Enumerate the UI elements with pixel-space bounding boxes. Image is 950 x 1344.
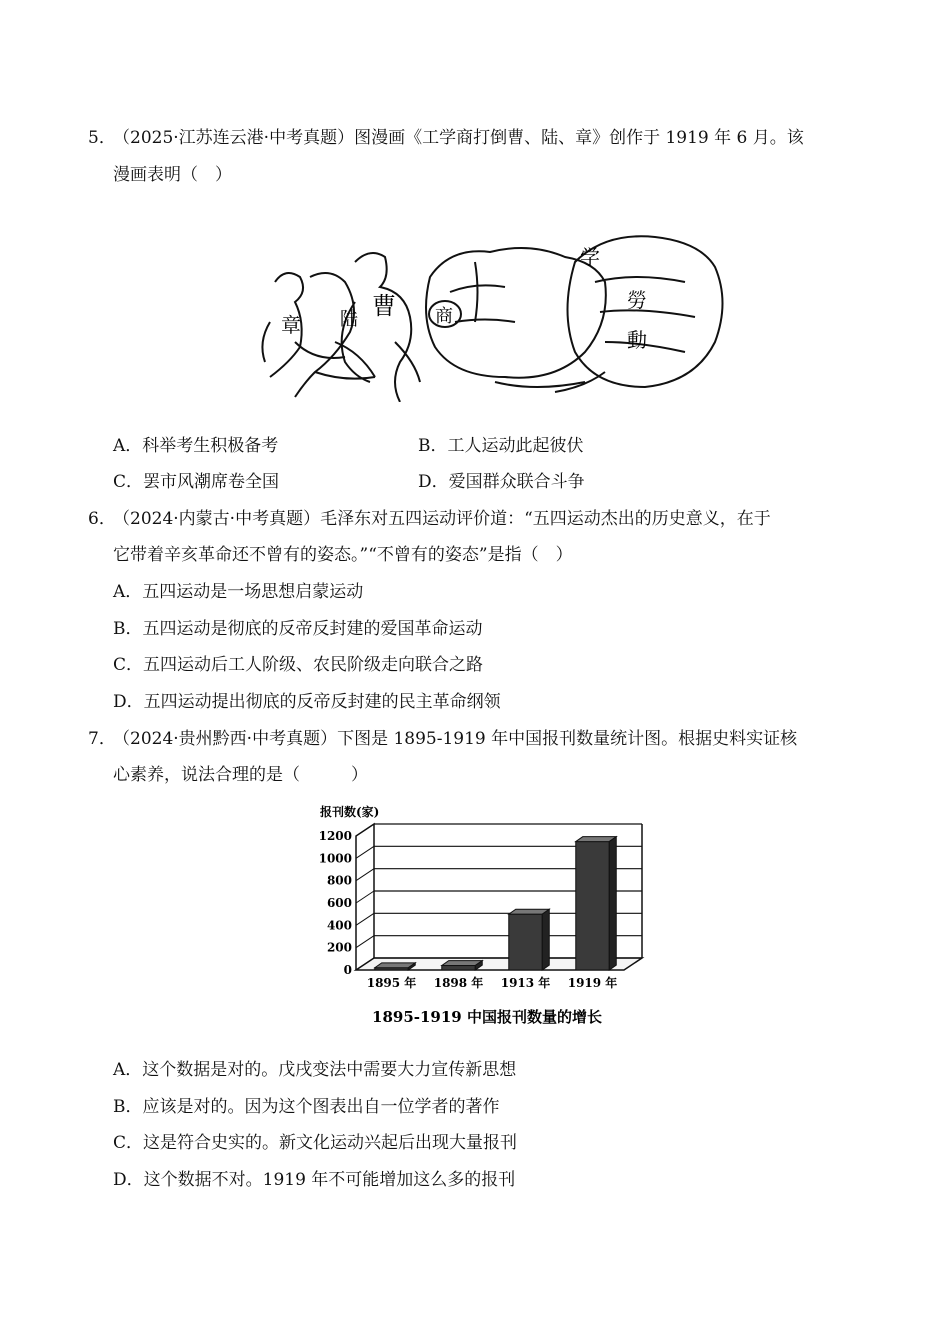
q7-option-b-key: B． bbox=[113, 1097, 143, 1117]
q7-option-d-key: D． bbox=[113, 1170, 144, 1190]
bar-3 bbox=[576, 842, 610, 970]
bar-2 bbox=[509, 914, 543, 970]
y-tick-label-800: 800 bbox=[326, 873, 352, 888]
x-tick-label-1: 1898 年 bbox=[433, 976, 484, 990]
q6-number: 6． bbox=[88, 509, 116, 529]
q7-stem-line2: 心素养，说法合理的是（ ） bbox=[113, 765, 368, 785]
q5-number: 5． bbox=[88, 128, 116, 148]
q6-stem-line1: （2024·内蒙古·中考真题）毛泽东对五四运动评价道：“五四运动杰出的历史意义，在于 bbox=[113, 509, 771, 529]
q7-option-d-text: 这个数据不对。1919 年不可能增加这么多的报刊 bbox=[143, 1170, 516, 1190]
label-gong: 勞 bbox=[627, 288, 647, 312]
label-cao: 曹 bbox=[372, 292, 396, 320]
x-tick-label-2: 1913 年 bbox=[500, 976, 551, 990]
arm-lines bbox=[495, 372, 605, 392]
q6-option-d-key: D． bbox=[113, 692, 144, 712]
chart-title: 1895-1919 中国报刊数量的增长 bbox=[372, 1008, 602, 1026]
q5-option-c-text: 罢市风潮席卷全国 bbox=[143, 472, 280, 492]
q5-option-c[interactable] bbox=[113, 470, 279, 494]
q7-option-c[interactable] bbox=[113, 1131, 517, 1155]
label-xue: 学 bbox=[580, 245, 600, 269]
x-tick-label-3: 1919 年 bbox=[567, 976, 618, 990]
q5-option-d-text: 爱国群众联合斗争 bbox=[448, 472, 585, 492]
bar-1 bbox=[442, 966, 476, 970]
q7-number: 7． bbox=[88, 729, 116, 749]
q6-option-b[interactable] bbox=[113, 617, 483, 641]
q5-stem-line1: （2025·江苏连云港·中考真题）图漫画《工学商打倒曹、陆、章》创作于 1919 年 6 月。该 bbox=[113, 128, 804, 148]
x-tick-label-0: 1895 年 bbox=[366, 976, 417, 990]
q5-stem-line2: 漫画表明（ ） bbox=[113, 165, 232, 185]
grid-diag-1000 bbox=[356, 846, 374, 858]
q5-option-d[interactable] bbox=[418, 470, 585, 494]
grid-diag-400 bbox=[356, 913, 374, 925]
q6-option-b-text: 五四运动是彻底的反帝反封建的爱国革命运动 bbox=[142, 619, 483, 639]
q7-stem-line1: （2024·贵州黔西·中考真题）下图是 1895-1919 年中国报刊数量统计图。根据史料实证核 bbox=[113, 729, 798, 749]
label-zhang: 章 bbox=[281, 313, 301, 337]
q6-option-d[interactable] bbox=[113, 690, 501, 714]
q5-cartoon-figure bbox=[255, 222, 730, 407]
y-tick-label-1000: 1000 bbox=[318, 851, 352, 866]
label-shang: 商 bbox=[435, 306, 453, 327]
q7-option-a-text: 这个数据是对的。戊戌变法中需要大力宣传新思想 bbox=[142, 1060, 517, 1080]
y-tick-label-1200: 1200 bbox=[318, 829, 352, 843]
q7-option-c-text: 这是符合史实的。新文化运动兴起后出现大量报刊 bbox=[143, 1133, 518, 1153]
label-dong: 動 bbox=[627, 328, 647, 352]
grid-diag-600 bbox=[356, 891, 374, 903]
q5-option-b-key: B． bbox=[418, 436, 448, 456]
q5-option-a[interactable] bbox=[113, 434, 278, 458]
q6-option-a-text: 五四运动是一场思想启蒙运动 bbox=[142, 582, 364, 602]
q7-option-a-key: A． bbox=[113, 1060, 143, 1080]
q7-chart-figure bbox=[312, 798, 662, 1035]
q6-option-d-text: 五四运动提出彻底的反帝反封建的民主革命纲领 bbox=[143, 692, 501, 712]
q6-option-a[interactable] bbox=[113, 580, 363, 604]
q7-option-c-key: C． bbox=[113, 1133, 144, 1153]
q7-option-a[interactable] bbox=[113, 1058, 516, 1082]
q5-option-c-key: C． bbox=[113, 472, 144, 492]
chart-ylabel: 报刊数(家) bbox=[320, 805, 380, 819]
q6-option-c-key: C． bbox=[113, 655, 144, 675]
q5-option-d-key: D． bbox=[418, 472, 449, 492]
q6-option-b-key: B． bbox=[113, 619, 143, 639]
chart-bars bbox=[375, 837, 617, 970]
grid-diag-200 bbox=[356, 936, 374, 948]
y-tick-label-200: 200 bbox=[326, 940, 352, 955]
cartoon-svg bbox=[255, 222, 730, 402]
q5-option-a-key: A． bbox=[113, 436, 143, 456]
q6-option-c[interactable] bbox=[113, 653, 483, 677]
q7-option-b[interactable] bbox=[113, 1095, 500, 1119]
grid-diag-800 bbox=[356, 869, 374, 881]
bar-side-3 bbox=[609, 837, 616, 970]
label-lu: 陆 bbox=[340, 309, 358, 330]
q5-option-b[interactable] bbox=[418, 434, 584, 458]
q6-stem-line2: 它带着辛亥革命还不曾有的姿态。”“不曾有的姿态”是指（ ） bbox=[113, 545, 573, 565]
y-tick-label-400: 400 bbox=[326, 918, 352, 933]
q6-option-c-text: 五四运动后工人阶级、农民阶级走向联合之路 bbox=[143, 655, 484, 675]
chart-x-ticks bbox=[367, 975, 618, 990]
q7-option-b-text: 应该是对的。因为这个图表出自一位学者的著作 bbox=[142, 1097, 500, 1117]
q5-option-a-text: 科举考生积极备考 bbox=[142, 436, 279, 456]
fist-shang-fingers bbox=[450, 262, 515, 322]
y-tick-label-600: 600 bbox=[326, 896, 352, 910]
chart-y-ticks bbox=[319, 829, 352, 977]
q5-option-b-text: 工人运动此起彼伏 bbox=[447, 436, 584, 456]
bar-chart bbox=[312, 798, 662, 1030]
bar-side-2 bbox=[542, 909, 549, 970]
grid-diag-1200 bbox=[356, 824, 374, 836]
q7-option-d[interactable] bbox=[113, 1168, 515, 1192]
y-tick-label-0: 0 bbox=[343, 963, 352, 977]
q6-option-a-key: A． bbox=[113, 582, 143, 602]
